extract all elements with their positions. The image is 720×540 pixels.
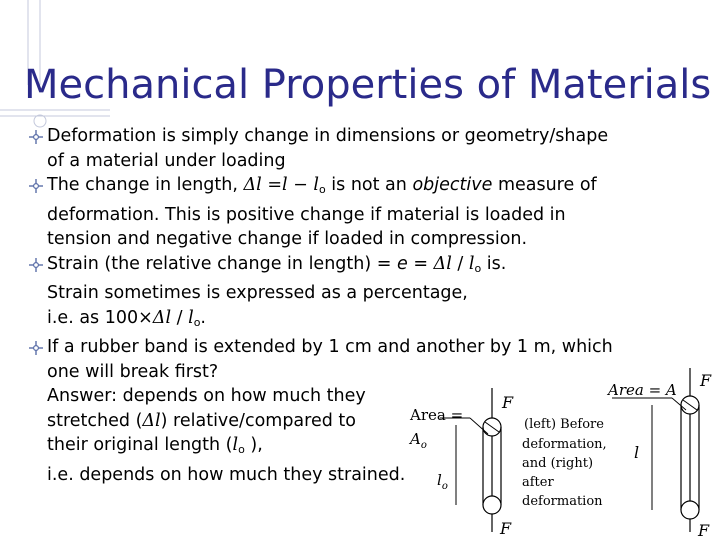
text: ) relative/compared to bbox=[160, 410, 356, 431]
text: is not an bbox=[325, 175, 413, 195]
text: ), bbox=[244, 435, 263, 455]
force-label-top-left: F bbox=[502, 393, 514, 412]
math-l: l bbox=[155, 410, 161, 431]
text: i.e. as 100× bbox=[47, 307, 153, 328]
bullet-line: Answer: depends on how much they bbox=[47, 386, 366, 406]
specimen-bottom-grip bbox=[681, 501, 699, 519]
bullet-line: Deformation is simply change in dimensions or geometry/shape bbox=[47, 126, 609, 146]
text: = bbox=[407, 253, 434, 274]
subscript-o: o bbox=[193, 315, 201, 329]
text: / bbox=[451, 253, 469, 274]
subscript-o: o bbox=[474, 261, 482, 275]
objective-word: objective bbox=[412, 175, 493, 195]
text: The change in length, bbox=[47, 175, 244, 195]
delta-symbol: Δ bbox=[243, 175, 257, 195]
l-label: l bbox=[634, 443, 640, 462]
area-label-right: Area = A bbox=[608, 381, 677, 399]
lo-var: l bbox=[437, 471, 442, 489]
delta-symbol: Δ bbox=[433, 253, 447, 274]
specimen-before bbox=[483, 388, 501, 532]
math-l: l bbox=[446, 253, 452, 274]
force-label-bottom-left: F bbox=[500, 519, 512, 538]
area-var-left bbox=[408, 430, 427, 451]
math-minus: − bbox=[287, 175, 314, 195]
specimen-after bbox=[681, 368, 699, 532]
caption-line: (left) Before bbox=[524, 417, 604, 432]
caption-line: deformation, bbox=[522, 437, 607, 452]
text: / bbox=[171, 307, 189, 328]
force-label-bottom-right: F bbox=[698, 521, 710, 540]
slide-title: Mechanical Properties of Materials bbox=[24, 62, 712, 108]
text: is. bbox=[481, 253, 507, 274]
specimen-bottom-grip bbox=[483, 496, 501, 514]
text: measure of bbox=[492, 175, 597, 195]
caption-line: after bbox=[522, 475, 554, 490]
area-var-sub: o bbox=[420, 440, 427, 451]
subscript-o: o bbox=[238, 443, 245, 456]
caption-line: and (right) bbox=[522, 456, 594, 471]
math-l: l bbox=[281, 175, 288, 195]
math-eq: = bbox=[261, 175, 282, 195]
text: Strain (the relative change in length) = bbox=[47, 253, 397, 274]
subscript-o: o bbox=[319, 183, 326, 196]
text: . bbox=[200, 307, 206, 328]
bullet-line: i.e. depends on how much they strained. bbox=[47, 464, 406, 485]
bullet-line: one will break first? bbox=[47, 361, 219, 382]
force-label-top-right: F bbox=[700, 371, 712, 390]
delta-symbol: Δ bbox=[142, 410, 156, 431]
area-var: A bbox=[410, 430, 421, 448]
lo-label bbox=[437, 471, 448, 492]
delta-symbol: Δ bbox=[152, 307, 166, 328]
bullet-line: deformation. This is positive change if material is loaded in bbox=[47, 204, 566, 225]
math-l: l bbox=[188, 307, 194, 328]
caption-line: deformation bbox=[522, 494, 603, 509]
bullet-line: tension and negative change if loaded in compression. bbox=[47, 229, 528, 249]
math-l: l bbox=[165, 307, 172, 328]
area-label-left: Area = bbox=[410, 406, 464, 424]
lo-sub: o bbox=[441, 481, 448, 492]
bullet-line: If a rubber band is extended by 1 cm and another by 1 m, which bbox=[47, 337, 613, 357]
math-l: l bbox=[232, 435, 239, 455]
text: their original length ( bbox=[47, 435, 233, 455]
math-l: l bbox=[313, 175, 319, 195]
strain-symbol: e bbox=[396, 253, 408, 274]
math-l: l bbox=[468, 253, 475, 274]
bullet-line: of a material under loading bbox=[47, 150, 286, 171]
bullet-line: Strain sometimes is expressed as a percentage, bbox=[47, 283, 468, 303]
text: stretched ( bbox=[47, 410, 143, 431]
math-l: l bbox=[256, 175, 262, 195]
